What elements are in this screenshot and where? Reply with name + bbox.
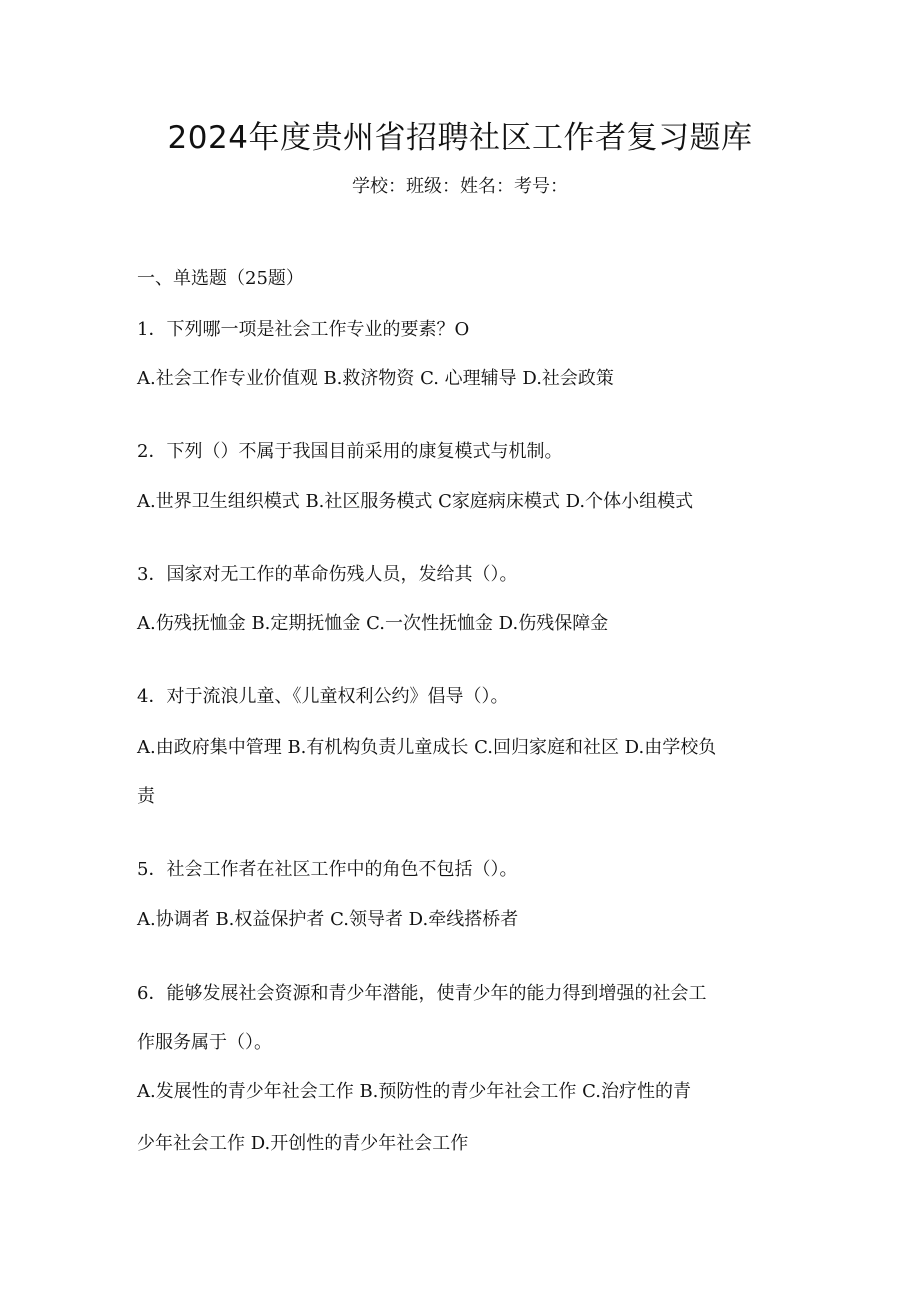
question-5-stem: 5．社会工作者在社区工作中的角色不包括（）。: [137, 859, 518, 880]
question-2-options: A.世界卫生组织模式 B.社区服务模式 C家庭病床模式 D.个体小组模式: [137, 491, 694, 512]
student-info-line: 学校：班级：姓名：考号：: [352, 176, 568, 197]
question-1-options: A.社会工作专业价值观 B.救济物资 C. 心理辅导 D.社会政策: [137, 368, 614, 389]
question-4-options-cont: 责: [137, 786, 155, 807]
question-3-options: A.伤残抚恤金 B.定期抚恤金 C.一次性抚恤金 D.伤残保障金: [137, 613, 609, 634]
section-heading: 一、单选题（25题）: [137, 268, 304, 289]
question-5-options: A.协调者 B.权益保护者 C.领导者 D.牵线搭桥者: [137, 909, 519, 930]
question-6-options: A.发展性的青少年社会工作 B.预防性的青少年社会工作 C.治疗性的青: [137, 1081, 691, 1102]
question-6-stem: 6．能够发展社会资源和青少年潜能，使青少年的能力得到增强的社会工: [137, 983, 707, 1004]
question-6-stem-cont: 作服务属于（）。: [137, 1032, 272, 1053]
question-1-stem: 1．下列哪一项是社会工作专业的要素？O: [137, 319, 470, 340]
question-6-options-cont: 少年社会工作 D.开创性的青少年社会工作: [137, 1133, 469, 1154]
document-title: 2024年度贵州省招聘社区工作者复习题库: [167, 120, 753, 156]
question-4-options: A.由政府集中管理 B.有机构负责儿童成长 C.回归家庭和社区 D.由学校负: [137, 737, 717, 758]
question-2-stem: 2．下列（）不属于我国目前采用的康复模式与机制。: [137, 441, 563, 462]
question-4-stem: 4．对于流浪儿童、《儿童权利公约》倡导（）。: [137, 686, 509, 707]
question-3-stem: 3．国家对无工作的革命伤残人员，发给其（）。: [137, 564, 518, 585]
